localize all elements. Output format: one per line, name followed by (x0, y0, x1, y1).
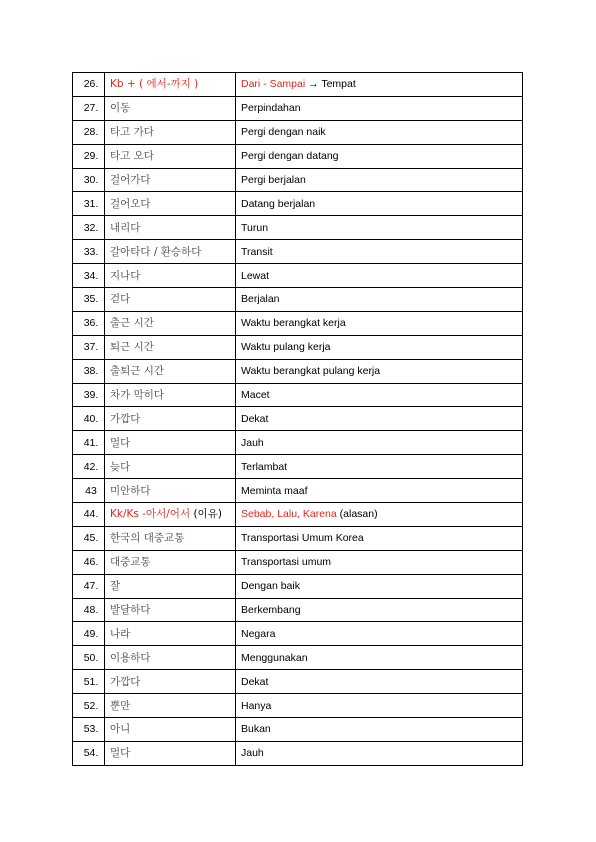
korean-term: 가깝다 (105, 670, 236, 694)
korean-term: 걷다 (105, 288, 236, 312)
indonesian-meaning: Menggunakan (236, 646, 523, 670)
korean-term: 이용하다 (105, 646, 236, 670)
row-number: 40. (73, 407, 105, 431)
indonesian-meaning: Waktu berangkat kerja (236, 311, 523, 335)
table-row (73, 73, 523, 97)
indonesian-meaning: Dekat (236, 407, 523, 431)
korean-term: 멀다 (105, 741, 236, 765)
indonesian-meaning: Jauh (236, 741, 523, 765)
indonesian-meaning: Negara (236, 622, 523, 646)
indonesian-meaning: Terlambat (236, 455, 523, 479)
table-row (73, 646, 523, 670)
row-number: 27. (73, 96, 105, 120)
row-number: 47. (73, 574, 105, 598)
row-number: 28. (73, 120, 105, 144)
korean-term: 차가 막히다 (105, 383, 236, 407)
indonesian-meaning: Transportasi umum (236, 550, 523, 574)
korean-term (105, 73, 236, 97)
indonesian-meaning: Transportasi Umum Korea (236, 526, 523, 550)
row-number: 53. (73, 718, 105, 742)
row-number: 48. (73, 598, 105, 622)
table-row (73, 526, 523, 550)
table-row (73, 240, 523, 264)
indonesian-meaning: Berkembang (236, 598, 523, 622)
table-row (73, 168, 523, 192)
indonesian-meaning: Waktu berangkat pulang kerja (236, 359, 523, 383)
korean-term: 늦다 (105, 455, 236, 479)
korean-term: 발달하다 (105, 598, 236, 622)
korean-term: 아니 (105, 718, 236, 742)
korean-term: 나라 (105, 622, 236, 646)
table-row (73, 192, 523, 216)
indonesian-meaning: Dengan baik (236, 574, 523, 598)
row-number: 33. (73, 240, 105, 264)
row-number: 31. (73, 192, 105, 216)
korean-term: 타고 가다 (105, 120, 236, 144)
row-number: 43 (73, 479, 105, 503)
highlighted-text: Dari - Sampai (241, 78, 306, 91)
row-number: 46. (73, 550, 105, 574)
indonesian-meaning (236, 503, 523, 527)
korean-term: 한국의 대중교통 (105, 526, 236, 550)
note-text: → Tempat (305, 78, 356, 91)
table-row (73, 359, 523, 383)
table-row (73, 144, 523, 168)
row-number: 29. (73, 144, 105, 168)
table-row (73, 96, 523, 120)
korean-term: 가깝다 (105, 407, 236, 431)
table-row (73, 431, 523, 455)
table-row (73, 598, 523, 622)
korean-term: 지나다 (105, 264, 236, 288)
row-number: 39. (73, 383, 105, 407)
korean-term: 멀다 (105, 431, 236, 455)
table-row (73, 407, 523, 431)
korean-term: 출근 시간 (105, 311, 236, 335)
row-number: 37. (73, 335, 105, 359)
table-row (73, 718, 523, 742)
row-number: 35. (73, 288, 105, 312)
korean-term: 걸어오다 (105, 192, 236, 216)
korean-term (105, 503, 236, 527)
korean-term: 갈아타다 / 환승하다 (105, 240, 236, 264)
korean-term: 내리다 (105, 216, 236, 240)
indonesian-meaning: Bukan (236, 718, 523, 742)
row-number: 45. (73, 526, 105, 550)
row-number: 51. (73, 670, 105, 694)
indonesian-meaning: Transit (236, 240, 523, 264)
table-row (73, 574, 523, 598)
indonesian-meaning: Datang berjalan (236, 192, 523, 216)
table-row (73, 120, 523, 144)
table-row (73, 335, 523, 359)
row-number: 38. (73, 359, 105, 383)
korean-term: 걸어가다 (105, 168, 236, 192)
korean-term: 출퇴근 시간 (105, 359, 236, 383)
table-row (73, 550, 523, 574)
row-number: 50. (73, 646, 105, 670)
table-row (73, 479, 523, 503)
row-number: 41. (73, 431, 105, 455)
table-row (73, 288, 523, 312)
indonesian-meaning: Pergi berjalan (236, 168, 523, 192)
highlighted-text: Sebab, Lalu, Karena (241, 508, 337, 521)
row-number: 36. (73, 311, 105, 335)
row-number: 49. (73, 622, 105, 646)
table-row (73, 670, 523, 694)
indonesian-meaning: Dekat (236, 670, 523, 694)
table-row (73, 216, 523, 240)
vocabulary-table (72, 72, 523, 766)
indonesian-meaning (236, 73, 523, 97)
row-number: 54. (73, 741, 105, 765)
indonesian-meaning: Pergi dengan naik (236, 120, 523, 144)
indonesian-meaning: Perpindahan (236, 96, 523, 120)
note-text: (alasan) (336, 508, 378, 521)
korean-term: 타고 오다 (105, 144, 236, 168)
row-number: 30. (73, 168, 105, 192)
row-number: 42. (73, 455, 105, 479)
indonesian-meaning: Jauh (236, 431, 523, 455)
row-number: 44. (73, 503, 105, 527)
indonesian-meaning: Turun (236, 216, 523, 240)
indonesian-meaning: Hanya (236, 694, 523, 718)
indonesian-meaning: Berjalan (236, 288, 523, 312)
indonesian-meaning: Lewat (236, 264, 523, 288)
row-number: 52. (73, 694, 105, 718)
table-row (73, 383, 523, 407)
table-row (73, 264, 523, 288)
table-row (73, 694, 523, 718)
highlighted-text: Kb + ( 에서-까지 ) (110, 78, 199, 91)
korean-term: 퇴근 시간 (105, 335, 236, 359)
table-row (73, 741, 523, 765)
korean-term: 이동 (105, 96, 236, 120)
table-row (73, 455, 523, 479)
indonesian-meaning: Waktu pulang kerja (236, 335, 523, 359)
table-row (73, 503, 523, 527)
korean-term: 뿐만 (105, 694, 236, 718)
korean-term: 잘 (105, 574, 236, 598)
note-text: (이유) (190, 508, 222, 521)
korean-term: 대중교통 (105, 550, 236, 574)
korean-term: 미안하다 (105, 479, 236, 503)
table-row (73, 622, 523, 646)
row-number: 34. (73, 264, 105, 288)
indonesian-meaning: Pergi dengan datang (236, 144, 523, 168)
indonesian-meaning: Macet (236, 383, 523, 407)
table-row (73, 311, 523, 335)
highlighted-text: Kk/Ks -아서/어서 (110, 508, 191, 521)
row-number: 32. (73, 216, 105, 240)
indonesian-meaning: Meminta maaf (236, 479, 523, 503)
vocabulary-table-body (73, 73, 523, 766)
row-number: 26. (73, 73, 105, 97)
